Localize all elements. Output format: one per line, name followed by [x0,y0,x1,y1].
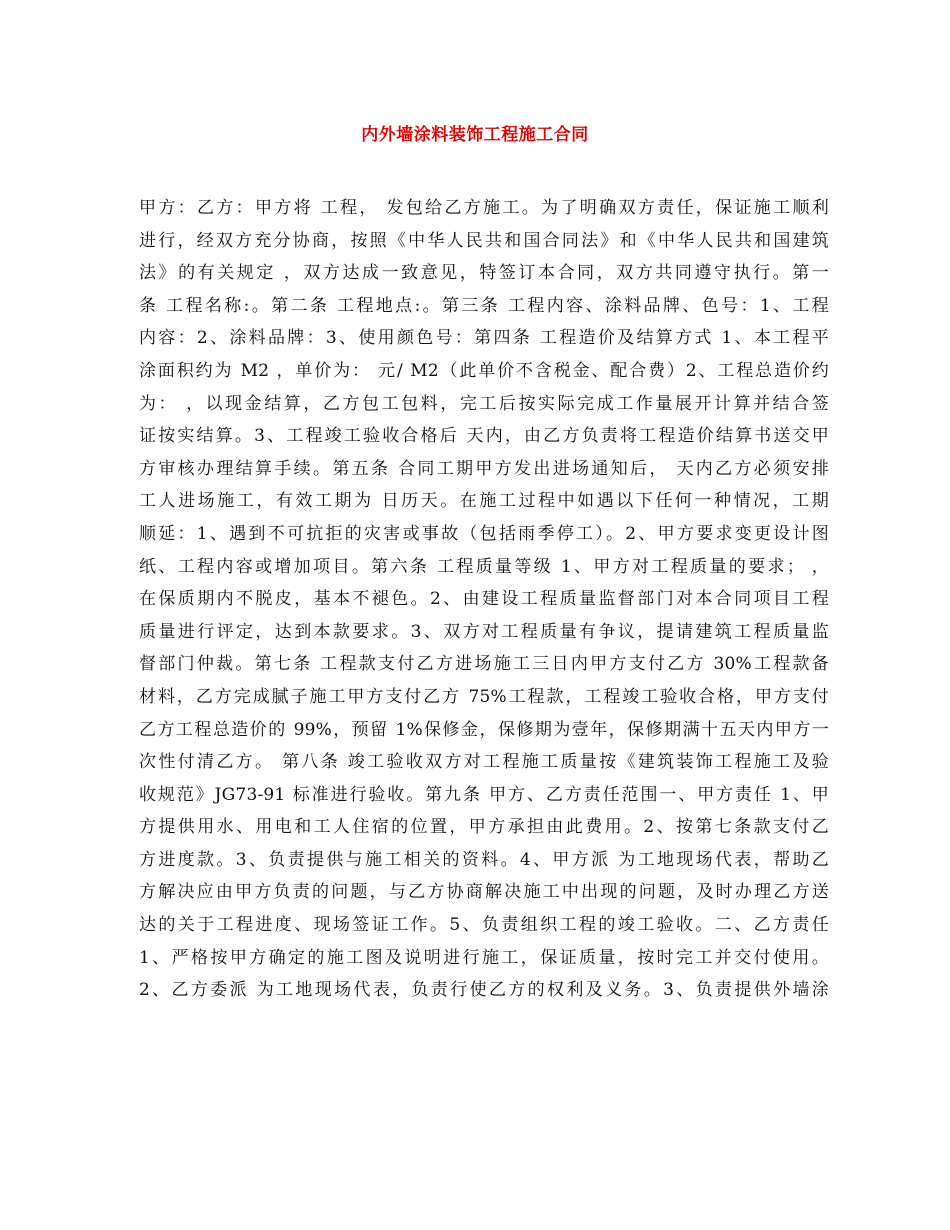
body-line: 为： ，以现金结算，乙方包工包料，完工后按实际完成工作量展开计算并结合签 [139,393,829,414]
body-line: 达的关于工程进度、现场签证工作。5、负责组织工程的竣工验收。二、乙方责任 [139,915,829,936]
body-line: 甲方：乙方：甲方将 工程， 发包给乙方施工。为了明确双方责任，保证施工顺利 [139,198,829,218]
body-line: 方进度款。3、负责提供与施工相关的资料。4、甲方派 为工地现场代表，帮助乙 [139,849,829,870]
body-line: 在保质期内不脱皮，基本不褪色。2、由建设工程质量监督部门对本合同项目工程 [139,589,829,610]
body-line: 涂面积约为 M2 ，单价为： 元/ M2（此单价不含税金、配合费）2、工程总造价约 [139,360,829,381]
body-line: 条 工程名称:。第二条 工程地点:。第三条 工程内容、涂料品牌、色号：1、工程 [139,295,829,316]
body-line: 收规范》JG73-91 标准进行验收。第九条 甲方、乙方责任范围一、甲方责任 1、甲 [139,784,829,805]
body-line: 进行，经双方充分协商，按照《中华人民共和国合同法》和《中华人民共和国建筑 [139,230,829,251]
body-line: 证按实结算。3、工程竣工验收合格后 天内，由乙方负责将工程造价结算书送交甲 [139,426,829,447]
body-line: 纸、工程内容或增加项目。第六条 工程质量等级 1、甲方对工程质量的要求； ， [139,556,829,577]
body-line: 方解决应由甲方负责的问题，与乙方协商解决施工中出现的问题，及时办理乙方送 [139,882,829,903]
body-line: 乙方工程总造价的 99%，预留 1%保修金，保修期为壹年，保修期满十五天内甲方一 [139,719,829,740]
document-body [139,192,829,1007]
body-line: 次性付清乙方。 第八条 竣工验收双方对工程施工质量按《建筑装饰工程施工及验 [139,752,829,773]
body-line: 方审核办理结算手续。第五条 合同工期甲方发出进场通知后， 天内乙方必须安排 [139,458,829,479]
body-line: 1、严格按甲方确定的施工图及说明进行施工，保证质量，按时完工并交付使用。 [139,947,829,968]
body-line: 2、乙方委派 为工地现场代表，负责行使乙方的权利及义务。3、负责提供外墙涂 [139,980,829,1001]
body-line: 顺延：1、遇到不可抗拒的灾害或事故（包括雨季停工）。2、甲方要求变更设计图 [139,523,829,544]
body-line: 工人进场施工，有效工期为 日历天。在施工过程中如遇以下任何一种情况，工期 [139,491,829,512]
body-line: 材料，乙方完成腻子施工甲方支付乙方 75%工程款，工程竣工验收合格，甲方支付 [139,686,829,707]
body-line: 方提供用水、用电和工人住宿的位置，甲方承担由此费用。2、按第七条款支付乙 [139,817,829,838]
body-line: 督部门仲裁。第七条 工程款支付乙方进场施工三日内甲方支付乙方 30%工程款备 [139,654,829,675]
body-line: 质量进行评定，达到本款要求。3、双方对工程质量有争议，提请建筑工程质量监 [139,621,829,642]
body-line: 内容：2、涂料品牌：3、使用颜色号：第四条 工程造价及结算方式 1、本工程平 [139,328,829,349]
body-line: 法》的有关规定 ，双方达成一致意见，特签订本合同，双方共同遵守执行。第一 [139,263,829,284]
document-title: 内外墙涂料装饰工程施工合同 [361,125,589,145]
